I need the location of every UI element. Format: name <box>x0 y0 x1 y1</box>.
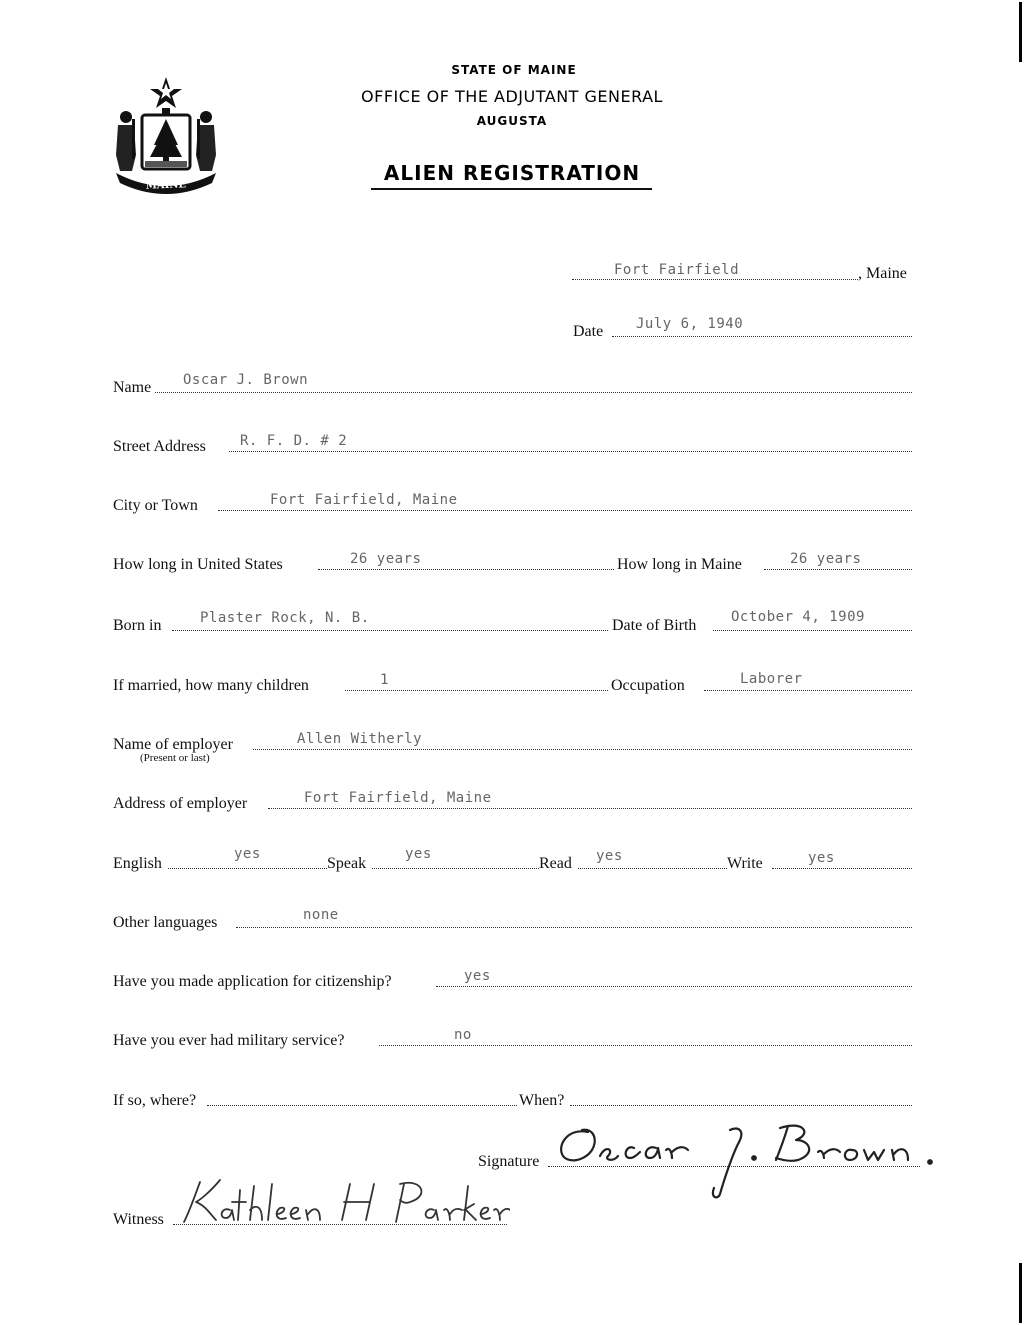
when-label: When? <box>519 1092 565 1109</box>
military-dotted-line <box>379 1045 912 1046</box>
read-label: Read <box>539 855 572 872</box>
military-label: Have you ever had military service? <box>113 1032 345 1049</box>
form-title: ALIEN REGISTRATION <box>383 161 641 185</box>
employer-value: Allen Witherly <box>297 731 423 747</box>
other-languages-value: none <box>303 907 339 923</box>
citizenship-label: Have you made application for citizenship? <box>113 973 392 990</box>
other-languages-label: Other languages <box>113 914 218 931</box>
children-value: 1 <box>380 672 389 688</box>
born-in-value: Plaster Rock, N. B. <box>200 610 370 626</box>
born-in-label: Born in <box>113 617 162 634</box>
city-label: City or Town <box>113 497 198 514</box>
scan-edge-top <box>1019 2 1022 62</box>
witness-label: Witness <box>113 1211 164 1228</box>
employer-address-value: Fort Fairfield, Maine <box>304 790 492 806</box>
title-underline <box>371 188 652 190</box>
how-long-us-dotted-line <box>318 569 614 570</box>
occupation-dotted-line <box>704 690 912 691</box>
signature-handwritten <box>548 1110 948 1200</box>
scan-edge-bottom <box>1019 1263 1022 1323</box>
header-city: AUGUSTA <box>476 114 548 128</box>
date-label: Date <box>573 323 604 340</box>
english-label: English <box>113 855 162 872</box>
employer-label: Name of employer <box>113 736 233 753</box>
occupation-value: Laborer <box>740 671 803 687</box>
how-long-us-value: 26 years <box>350 551 422 567</box>
name-label: Name <box>113 379 152 396</box>
write-label: Write <box>727 855 763 872</box>
children-dotted-line <box>345 690 608 691</box>
occupation-label: Occupation <box>611 677 685 694</box>
read-value: yes <box>596 848 623 864</box>
employer-address-dotted-line <box>268 808 912 809</box>
signature-label: Signature <box>478 1153 540 1170</box>
city-dotted-line <box>218 510 912 511</box>
location-dotted-line <box>572 279 858 280</box>
dob-dotted-line <box>713 630 912 631</box>
name-dotted-line <box>155 392 912 393</box>
military-value: no <box>454 1027 472 1043</box>
date-dotted-line <box>612 336 912 337</box>
english-value: yes <box>234 846 261 862</box>
dob-label: Date of Birth <box>612 617 697 634</box>
how-long-maine-value: 26 years <box>790 551 862 567</box>
other-languages-dotted-line <box>236 927 912 928</box>
read-dotted-line <box>578 868 727 869</box>
speak-label: Speak <box>327 855 367 872</box>
employer-dotted-line <box>253 749 912 750</box>
dob-value: October 4, 1909 <box>731 609 865 625</box>
city-value: Fort Fairfield, Maine <box>270 492 458 508</box>
header-office: OFFICE OF THE ADJUTANT GENERAL <box>361 87 663 106</box>
children-label: If married, how many children <box>113 677 309 694</box>
seal-banner-text: MAINE <box>145 179 187 192</box>
how-long-maine-label: How long in Maine <box>617 556 742 573</box>
speak-value: yes <box>405 846 432 862</box>
street-label: Street Address <box>113 438 206 455</box>
speak-dotted-line <box>372 868 539 869</box>
where-dotted-line <box>207 1105 517 1106</box>
write-dotted-line <box>772 868 912 869</box>
write-value: yes <box>808 850 835 866</box>
location-value: Fort Fairfield <box>614 262 740 278</box>
header-state: STATE OF MAINE <box>451 63 577 77</box>
employer-address-label: Address of employer <box>113 795 248 812</box>
born-in-dotted-line <box>172 630 608 631</box>
where-label: If so, where? <box>113 1092 197 1109</box>
how-long-us-label: How long in United States <box>113 556 283 573</box>
when-dotted-line <box>570 1105 912 1106</box>
citizenship-dotted-line <box>436 986 912 987</box>
name-value: Oscar J. Brown <box>183 372 309 388</box>
english-dotted-line <box>168 868 327 869</box>
employer-sublabel: (Present or last) <box>140 752 210 764</box>
date-value: July 6, 1940 <box>636 316 744 332</box>
witness-handwritten <box>170 1170 510 1232</box>
street-dotted-line <box>229 451 912 452</box>
citizenship-value: yes <box>464 968 491 984</box>
how-long-maine-dotted-line <box>764 569 912 570</box>
street-value: R. F. D. # 2 <box>240 433 348 449</box>
location-suffix: , Maine <box>858 265 907 282</box>
